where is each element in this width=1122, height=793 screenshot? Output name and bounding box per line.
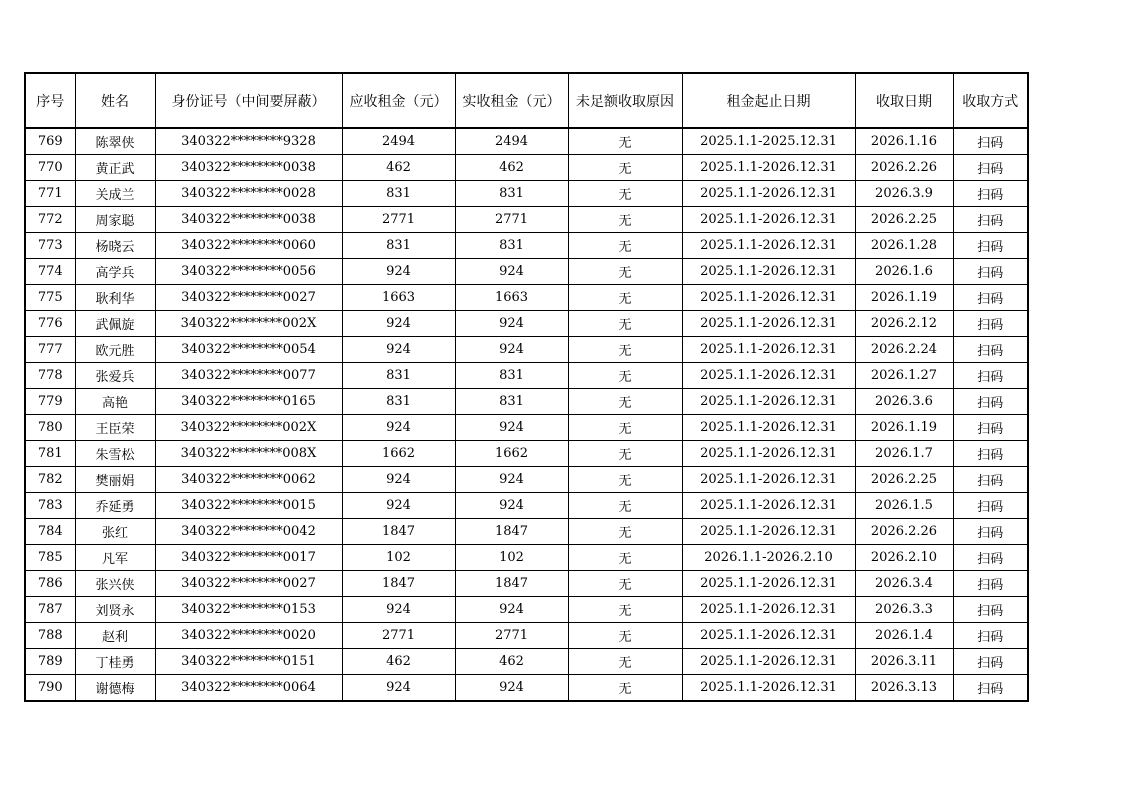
cell-name: 张红 (75, 519, 155, 545)
table-body (25, 128, 1028, 701)
cell-shortfall-reason: 无 (568, 597, 682, 623)
table-row (25, 545, 1028, 571)
cell-shortfall-reason: 无 (568, 233, 682, 259)
cell-rent-period: 2025.1.1-2026.12.31 (682, 571, 855, 597)
cell-id-number: 340322********9328 (155, 128, 342, 155)
cell-shortfall-reason: 无 (568, 181, 682, 207)
cell-id-number: 340322********0077 (155, 363, 342, 389)
cell-rent-period: 2025.1.1-2026.12.31 (682, 493, 855, 519)
cell-rent-due: 924 (342, 493, 455, 519)
cell-collection-date: 2026.1.19 (855, 415, 953, 441)
cell-shortfall-reason: 无 (568, 128, 682, 155)
cell-rent-received: 924 (455, 311, 568, 337)
cell-serial-number: 772 (25, 207, 75, 233)
cell-collection-date: 2026.1.28 (855, 233, 953, 259)
cell-id-number: 340322********0056 (155, 259, 342, 285)
cell-collection-date: 2026.2.26 (855, 155, 953, 181)
cell-name: 关成兰 (75, 181, 155, 207)
cell-shortfall-reason: 无 (568, 415, 682, 441)
cell-collection-date: 2026.3.13 (855, 675, 953, 702)
header-rent-due: 应收租金（元） (342, 73, 455, 128)
cell-id-number: 340322********0020 (155, 623, 342, 649)
cell-id-number: 340322********0015 (155, 493, 342, 519)
cell-rent-due: 924 (342, 415, 455, 441)
header-serial-number: 序号 (25, 73, 75, 128)
cell-id-number: 340322********0017 (155, 545, 342, 571)
cell-name: 高艳 (75, 389, 155, 415)
cell-collection-date: 2026.3.11 (855, 649, 953, 675)
cell-shortfall-reason: 无 (568, 519, 682, 545)
cell-serial-number: 777 (25, 337, 75, 363)
table-row (25, 623, 1028, 649)
cell-collection-date: 2026.2.25 (855, 207, 953, 233)
cell-collection-method: 扫码 (953, 285, 1028, 311)
cell-rent-period: 2025.1.1-2026.12.31 (682, 363, 855, 389)
cell-rent-period: 2025.1.1-2026.12.31 (682, 285, 855, 311)
cell-collection-date: 2026.2.25 (855, 467, 953, 493)
cell-collection-method: 扫码 (953, 259, 1028, 285)
cell-rent-period: 2025.1.1-2026.12.31 (682, 389, 855, 415)
cell-name: 樊丽娟 (75, 467, 155, 493)
cell-collection-method: 扫码 (953, 389, 1028, 415)
cell-rent-due: 102 (342, 545, 455, 571)
cell-shortfall-reason: 无 (568, 467, 682, 493)
cell-name: 丁桂勇 (75, 649, 155, 675)
cell-rent-period: 2025.1.1-2026.12.31 (682, 207, 855, 233)
cell-id-number: 340322********0027 (155, 285, 342, 311)
cell-rent-period: 2025.1.1-2026.12.31 (682, 519, 855, 545)
cell-serial-number: 786 (25, 571, 75, 597)
cell-rent-due: 831 (342, 389, 455, 415)
cell-rent-received: 2494 (455, 128, 568, 155)
cell-rent-period: 2025.1.1-2026.12.31 (682, 675, 855, 702)
cell-name: 杨晓云 (75, 233, 155, 259)
cell-id-number: 340322********0038 (155, 207, 342, 233)
cell-collection-method: 扫码 (953, 519, 1028, 545)
cell-collection-date: 2026.3.9 (855, 181, 953, 207)
cell-collection-date: 2026.1.7 (855, 441, 953, 467)
cell-name: 刘贤永 (75, 597, 155, 623)
cell-shortfall-reason: 无 (568, 363, 682, 389)
cell-id-number: 340322********0062 (155, 467, 342, 493)
cell-serial-number: 771 (25, 181, 75, 207)
cell-collection-method: 扫码 (953, 467, 1028, 493)
cell-id-number: 340322********002X (155, 311, 342, 337)
cell-rent-due: 2494 (342, 128, 455, 155)
cell-rent-due: 831 (342, 181, 455, 207)
cell-collection-method: 扫码 (953, 415, 1028, 441)
table-row (25, 675, 1028, 702)
cell-collection-date: 2026.3.4 (855, 571, 953, 597)
cell-collection-method: 扫码 (953, 207, 1028, 233)
cell-collection-method: 扫码 (953, 493, 1028, 519)
cell-name: 谢德梅 (75, 675, 155, 702)
cell-rent-received: 102 (455, 545, 568, 571)
cell-collection-date: 2026.1.5 (855, 493, 953, 519)
cell-collection-date: 2026.1.4 (855, 623, 953, 649)
cell-rent-period: 2026.1.1-2026.2.10 (682, 545, 855, 571)
cell-name: 张爱兵 (75, 363, 155, 389)
cell-collection-method: 扫码 (953, 545, 1028, 571)
cell-serial-number: 773 (25, 233, 75, 259)
cell-shortfall-reason: 无 (568, 571, 682, 597)
cell-rent-received: 924 (455, 415, 568, 441)
cell-rent-due: 462 (342, 649, 455, 675)
table-row (25, 363, 1028, 389)
table-row (25, 285, 1028, 311)
cell-id-number: 340322********0165 (155, 389, 342, 415)
cell-name: 欧元胜 (75, 337, 155, 363)
cell-collection-date: 2026.3.6 (855, 389, 953, 415)
cell-rent-due: 2771 (342, 207, 455, 233)
header-rent-period: 租金起止日期 (682, 73, 855, 128)
cell-rent-due: 1847 (342, 571, 455, 597)
cell-id-number: 340322********0153 (155, 597, 342, 623)
cell-collection-method: 扫码 (953, 363, 1028, 389)
cell-collection-date: 2026.2.10 (855, 545, 953, 571)
cell-name: 张兴侠 (75, 571, 155, 597)
cell-collection-date: 2026.2.26 (855, 519, 953, 545)
cell-rent-received: 1662 (455, 441, 568, 467)
cell-collection-date: 2026.1.27 (855, 363, 953, 389)
cell-rent-received: 462 (455, 649, 568, 675)
cell-rent-due: 2771 (342, 623, 455, 649)
cell-collection-date: 2026.1.19 (855, 285, 953, 311)
cell-collection-date: 2026.3.3 (855, 597, 953, 623)
cell-rent-due: 924 (342, 311, 455, 337)
table-row (25, 233, 1028, 259)
cell-rent-received: 2771 (455, 207, 568, 233)
cell-rent-received: 1663 (455, 285, 568, 311)
cell-rent-period: 2025.1.1-2026.12.31 (682, 155, 855, 181)
cell-name: 王臣荣 (75, 415, 155, 441)
cell-id-number: 340322********0060 (155, 233, 342, 259)
cell-shortfall-reason: 无 (568, 311, 682, 337)
cell-collection-date: 2026.1.16 (855, 128, 953, 155)
cell-serial-number: 783 (25, 493, 75, 519)
cell-name: 赵利 (75, 623, 155, 649)
cell-id-number: 340322********0064 (155, 675, 342, 702)
cell-rent-period: 2025.1.1-2026.12.31 (682, 233, 855, 259)
cell-shortfall-reason: 无 (568, 623, 682, 649)
cell-rent-received: 924 (455, 597, 568, 623)
table-row (25, 493, 1028, 519)
cell-rent-due: 924 (342, 675, 455, 702)
cell-rent-received: 831 (455, 233, 568, 259)
cell-rent-period: 2025.1.1-2025.12.31 (682, 128, 855, 155)
cell-collection-date: 2026.2.12 (855, 311, 953, 337)
table-row (25, 441, 1028, 467)
cell-rent-period: 2025.1.1-2026.12.31 (682, 441, 855, 467)
cell-serial-number: 789 (25, 649, 75, 675)
cell-shortfall-reason: 无 (568, 493, 682, 519)
cell-serial-number: 785 (25, 545, 75, 571)
cell-collection-method: 扫码 (953, 597, 1028, 623)
cell-rent-period: 2025.1.1-2026.12.31 (682, 597, 855, 623)
cell-rent-period: 2025.1.1-2026.12.31 (682, 259, 855, 285)
cell-name: 高学兵 (75, 259, 155, 285)
header-rent-received: 实收租金（元） (455, 73, 568, 128)
cell-name: 凡军 (75, 545, 155, 571)
cell-collection-method: 扫码 (953, 675, 1028, 702)
cell-rent-received: 924 (455, 467, 568, 493)
table-row (25, 571, 1028, 597)
cell-serial-number: 782 (25, 467, 75, 493)
cell-rent-received: 924 (455, 337, 568, 363)
cell-id-number: 340322********002X (155, 415, 342, 441)
cell-serial-number: 788 (25, 623, 75, 649)
cell-rent-received: 1847 (455, 519, 568, 545)
cell-rent-received: 831 (455, 363, 568, 389)
table-row (25, 207, 1028, 233)
cell-collection-method: 扫码 (953, 337, 1028, 363)
cell-id-number: 340322********008X (155, 441, 342, 467)
header-collection-date: 收取日期 (855, 73, 953, 128)
cell-name: 陈翠侠 (75, 128, 155, 155)
cell-rent-received: 924 (455, 259, 568, 285)
header-row (25, 73, 1028, 128)
cell-name: 耿利华 (75, 285, 155, 311)
header-collection-method: 收取方式 (953, 73, 1028, 128)
cell-id-number: 340322********0038 (155, 155, 342, 181)
cell-collection-date: 2026.1.6 (855, 259, 953, 285)
table-row (25, 597, 1028, 623)
cell-serial-number: 780 (25, 415, 75, 441)
table-row (25, 519, 1028, 545)
cell-rent-received: 831 (455, 181, 568, 207)
cell-rent-received: 924 (455, 675, 568, 702)
cell-serial-number: 774 (25, 259, 75, 285)
cell-shortfall-reason: 无 (568, 207, 682, 233)
cell-rent-due: 924 (342, 259, 455, 285)
cell-rent-period: 2025.1.1-2026.12.31 (682, 623, 855, 649)
table-row (25, 181, 1028, 207)
cell-name: 黄正武 (75, 155, 155, 181)
cell-serial-number: 790 (25, 675, 75, 702)
cell-rent-due: 831 (342, 233, 455, 259)
header-shortfall-reason: 未足额收取原因 (568, 73, 682, 128)
cell-rent-period: 2025.1.1-2026.12.31 (682, 649, 855, 675)
table-row (25, 128, 1028, 155)
cell-id-number: 340322********0042 (155, 519, 342, 545)
cell-shortfall-reason: 无 (568, 259, 682, 285)
cell-shortfall-reason: 无 (568, 155, 682, 181)
table-row (25, 155, 1028, 181)
cell-shortfall-reason: 无 (568, 441, 682, 467)
table-row (25, 259, 1028, 285)
cell-rent-received: 831 (455, 389, 568, 415)
cell-serial-number: 769 (25, 128, 75, 155)
cell-shortfall-reason: 无 (568, 389, 682, 415)
cell-rent-due: 1663 (342, 285, 455, 311)
cell-rent-period: 2025.1.1-2026.12.31 (682, 467, 855, 493)
cell-rent-due: 924 (342, 337, 455, 363)
cell-shortfall-reason: 无 (568, 285, 682, 311)
cell-serial-number: 775 (25, 285, 75, 311)
cell-collection-method: 扫码 (953, 155, 1028, 181)
table-row (25, 649, 1028, 675)
cell-rent-due: 1662 (342, 441, 455, 467)
cell-collection-date: 2026.2.24 (855, 337, 953, 363)
cell-name: 周家聪 (75, 207, 155, 233)
cell-rent-due: 924 (342, 597, 455, 623)
cell-id-number: 340322********0028 (155, 181, 342, 207)
table-row (25, 467, 1028, 493)
cell-rent-period: 2025.1.1-2026.12.31 (682, 337, 855, 363)
cell-id-number: 340322********0027 (155, 571, 342, 597)
header-name: 姓名 (75, 73, 155, 128)
cell-collection-method: 扫码 (953, 649, 1028, 675)
cell-serial-number: 779 (25, 389, 75, 415)
cell-name: 朱雪松 (75, 441, 155, 467)
cell-shortfall-reason: 无 (568, 649, 682, 675)
cell-collection-method: 扫码 (953, 233, 1028, 259)
rent-collection-table (24, 72, 1029, 702)
cell-rent-received: 1847 (455, 571, 568, 597)
cell-collection-method: 扫码 (953, 571, 1028, 597)
cell-serial-number: 776 (25, 311, 75, 337)
cell-serial-number: 778 (25, 363, 75, 389)
cell-rent-received: 924 (455, 493, 568, 519)
cell-serial-number: 784 (25, 519, 75, 545)
cell-rent-period: 2025.1.1-2026.12.31 (682, 311, 855, 337)
cell-serial-number: 787 (25, 597, 75, 623)
cell-rent-due: 462 (342, 155, 455, 181)
cell-shortfall-reason: 无 (568, 545, 682, 571)
cell-rent-received: 2771 (455, 623, 568, 649)
table-row (25, 337, 1028, 363)
table-row (25, 389, 1028, 415)
cell-name: 乔延勇 (75, 493, 155, 519)
cell-rent-due: 831 (342, 363, 455, 389)
cell-rent-received: 462 (455, 155, 568, 181)
cell-name: 武佩旋 (75, 311, 155, 337)
cell-shortfall-reason: 无 (568, 337, 682, 363)
cell-rent-due: 924 (342, 467, 455, 493)
table-row (25, 415, 1028, 441)
cell-id-number: 340322********0151 (155, 649, 342, 675)
cell-rent-period: 2025.1.1-2026.12.31 (682, 415, 855, 441)
cell-serial-number: 770 (25, 155, 75, 181)
cell-collection-method: 扫码 (953, 623, 1028, 649)
cell-serial-number: 781 (25, 441, 75, 467)
cell-shortfall-reason: 无 (568, 675, 682, 702)
cell-collection-method: 扫码 (953, 128, 1028, 155)
cell-rent-period: 2025.1.1-2026.12.31 (682, 181, 855, 207)
cell-collection-method: 扫码 (953, 181, 1028, 207)
cell-collection-method: 扫码 (953, 441, 1028, 467)
cell-collection-method: 扫码 (953, 311, 1028, 337)
cell-rent-due: 1847 (342, 519, 455, 545)
cell-id-number: 340322********0054 (155, 337, 342, 363)
table-row (25, 311, 1028, 337)
header-id-number: 身份证号（中间要屏蔽） (155, 73, 342, 128)
